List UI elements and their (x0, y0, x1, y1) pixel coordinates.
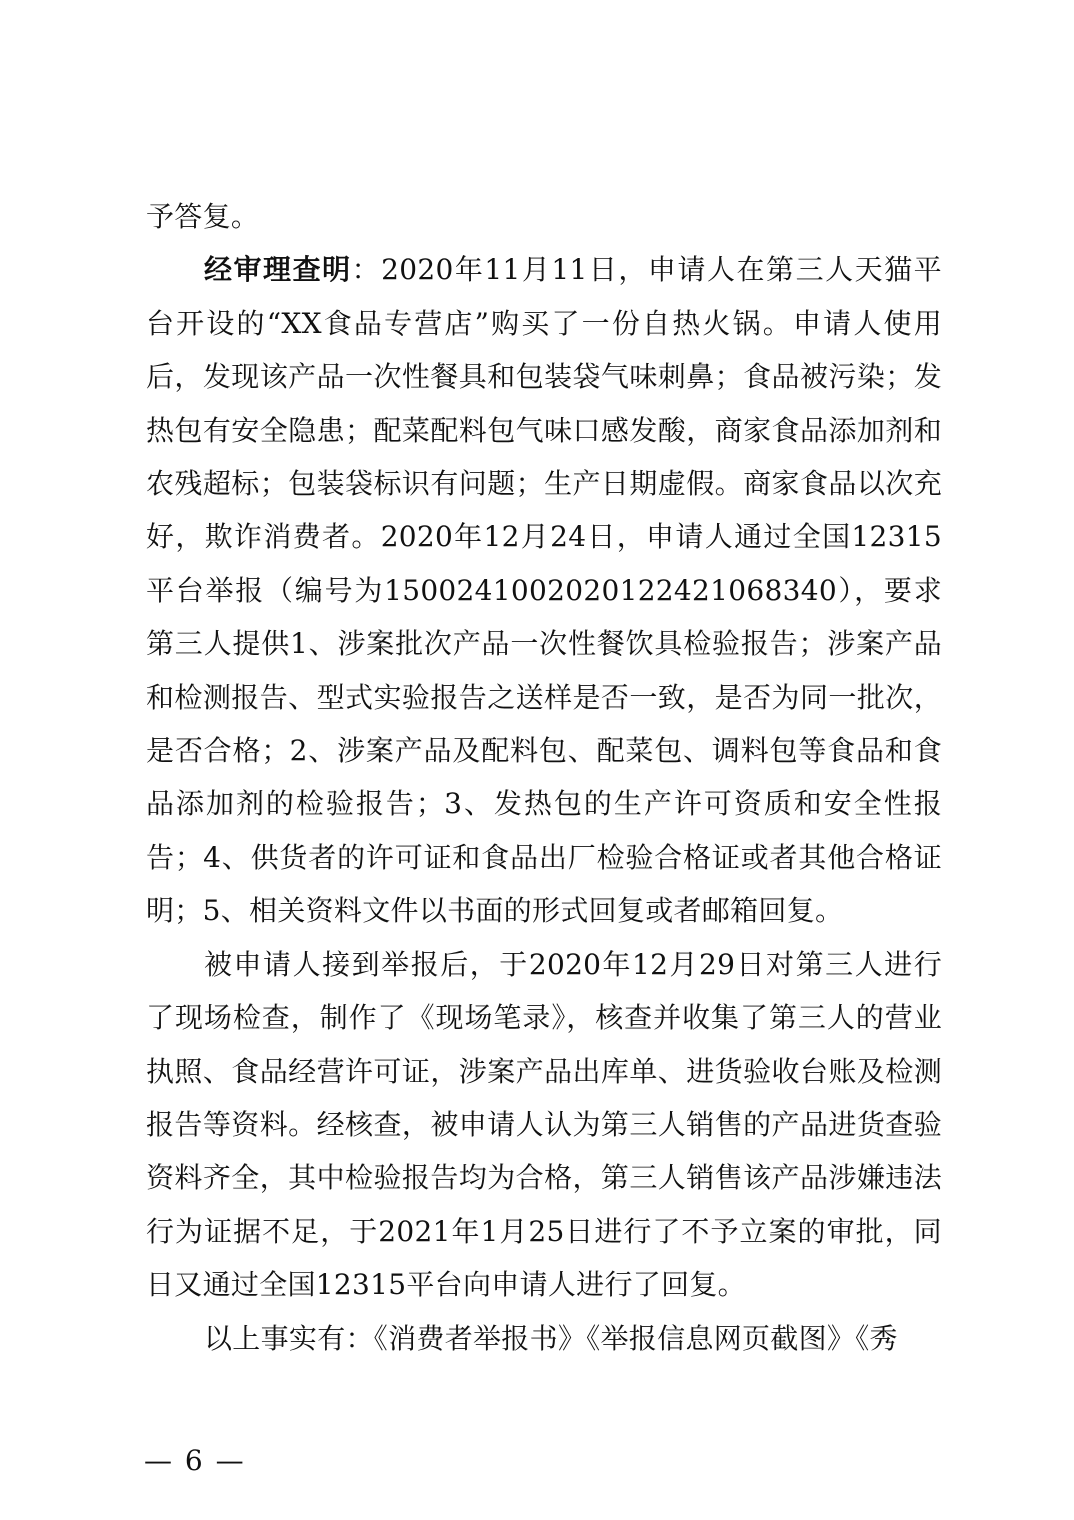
paragraph-text: 以上事实有：《消费者举报书》《举报信息网页截图》《秀 (204, 1321, 898, 1355)
paragraph-text: 被申请人接到举报后，于2020年12月29日对第三人进行了现场检查，制作了《现场笔录》，核查并收集了第三人的营业执照、食品经营许可证，涉案产品出库单、进货验收台账及检测报告等资料。经核查，被申请人认为第三人销售的产品进货查验资料齐全，其中检验报告均为合格，第三人销售该产品涉嫌违法行为证据不足，于2021年1月25日进行了不予立案的审批，同日又通过全国12315平台向申请人进行了回复。 (146, 947, 942, 1302)
paragraph-findings (146, 243, 942, 937)
paragraph-lead: 经审理查明 (204, 253, 352, 287)
paragraph-text: ：2020年11月11日，申请人在第三人天猫平台开设的“XX食品专营店”购买了一份自热火锅。申请人使用后，发现该产品一次性餐具和包装袋气味刺鼻；食品被污染；发热包有安全隐患；配菜配料包气味口感发酸，商家食品添加剂和农残超标；包装袋标识有问题；生产日期虚假。商家食品以次充好，欺诈消费者。2020年12月24日，申请人通过全国12315平台举报（编号为1500241002020122421068340），要求第三人提供1、涉案批次产品一次性餐饮具检验报告；涉案产品和检测报告、型式实验报告之送样是否一致，是否为同一批次，是否合格；2、涉案产品及配料包、配菜包、调料包等食品和食品添加剂的检验报告；3、发热包的生产许可资质和安全性报告；4、供货者的许可证和食品出厂检验合格证或者其他合格证明；5、相关资料文件以书面的形式回复或者邮箱回复。 (146, 253, 942, 928)
paragraph-respondent-action (146, 938, 942, 1312)
paragraph-continuation (146, 190, 942, 243)
paragraph-evidence (146, 1312, 942, 1365)
document-body (146, 190, 942, 1365)
page-number: — 6 — (144, 1444, 246, 1477)
paragraph-text: 予答复。 (146, 200, 260, 233)
